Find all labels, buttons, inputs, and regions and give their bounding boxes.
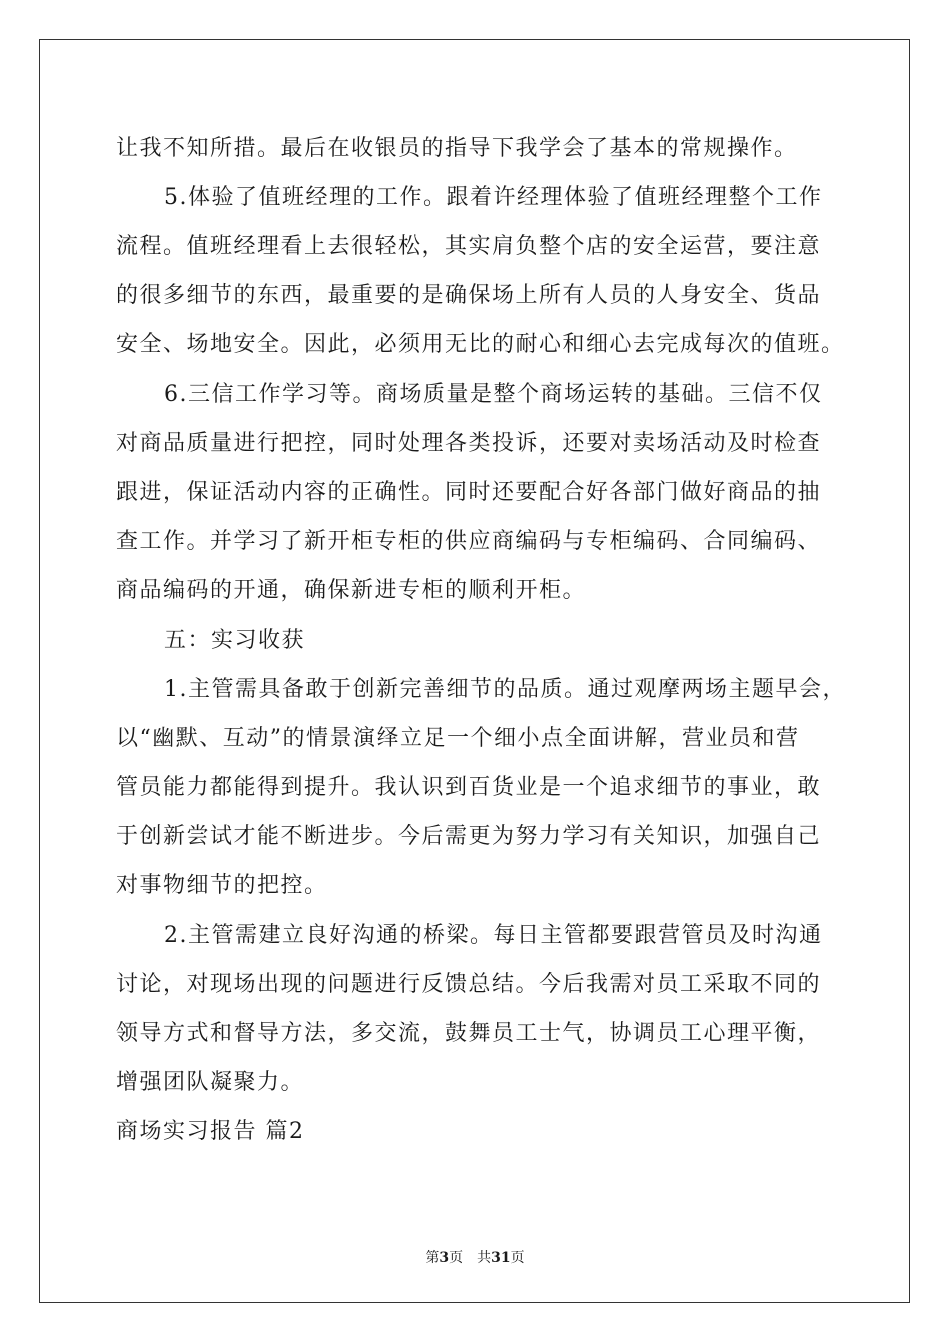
text-line: 让我不知所措。最后在收银员的指导下我学会了基本的常规操作。 <box>116 136 798 161</box>
text-line: 查工作。并学习了新开柜专柜的供应商编码与专柜编码、合同编码、 <box>116 529 822 554</box>
text-line: 跟进，保证活动内容的正确性。同时还要配合好各部门做好商品的抽 <box>116 480 822 505</box>
text-line: 1.主管需具备敢于创新完善细节的品质。通过观摩两场主题早会， <box>164 677 846 702</box>
section-title: 商场实习报告 篇2 <box>116 1119 305 1144</box>
text-line: 领导方式和督导方法，多交流，鼓舞员工士气，协调员工心理平衡， <box>116 1021 822 1046</box>
text-line: 增强团队凝聚力。 <box>116 1070 305 1095</box>
text-line: 商品编码的开通，确保新进专柜的顺利开柜。 <box>116 578 587 603</box>
text-line: 以“幽默、互动”的情景演绎立足一个细小点全面讲解，营业员和营 <box>116 726 800 751</box>
footer-total-suffix: 页 <box>510 1250 525 1266</box>
text-line: 讨论，对现场出现的问题进行反馈总结。今后我需对员工采取不同的 <box>116 972 822 997</box>
text-line: 于创新尝试才能不断进步。今后需更为努力学习有关知识，加强自己 <box>116 824 822 849</box>
footer-page-prefix: 第 <box>425 1250 440 1266</box>
text-line: 6.三信工作学习等。商场质量是整个商场运转的基础。三信不仅 <box>164 382 823 407</box>
section-heading: 五：实习收获 <box>164 628 306 653</box>
footer-page-number: 3 <box>439 1250 450 1266</box>
footer-total-pages: 31 <box>491 1250 511 1266</box>
text-line: 流程。值班经理看上去很轻松，其实肩负整个店的安全运营，要注意 <box>116 234 822 259</box>
text-line: 2.主管需建立良好沟通的桥梁。每日主管都要跟营管员及时沟通 <box>164 923 823 948</box>
page-footer <box>0 1248 950 1268</box>
footer-total-prefix: 共 <box>477 1250 492 1266</box>
text-line: 5.体验了值班经理的工作。跟着许经理体验了值班经理整个工作 <box>164 185 823 210</box>
text-line: 对事物细节的把控。 <box>116 873 328 898</box>
text-line: 安全、场地安全。因此，必须用无比的耐心和细心去完成每次的值班。 <box>116 332 845 357</box>
text-line: 对商品质量进行把控，同时处理各类投诉，还要对卖场活动及时检查 <box>116 431 822 456</box>
footer-page-suffix: 页 <box>449 1250 464 1266</box>
text-line: 的很多细节的东西，最重要的是确保场上所有人员的人身安全、货品 <box>116 283 822 308</box>
text-line: 管员能力都能得到提升。我认识到百货业是一个追求细节的事业，敢 <box>116 775 822 800</box>
